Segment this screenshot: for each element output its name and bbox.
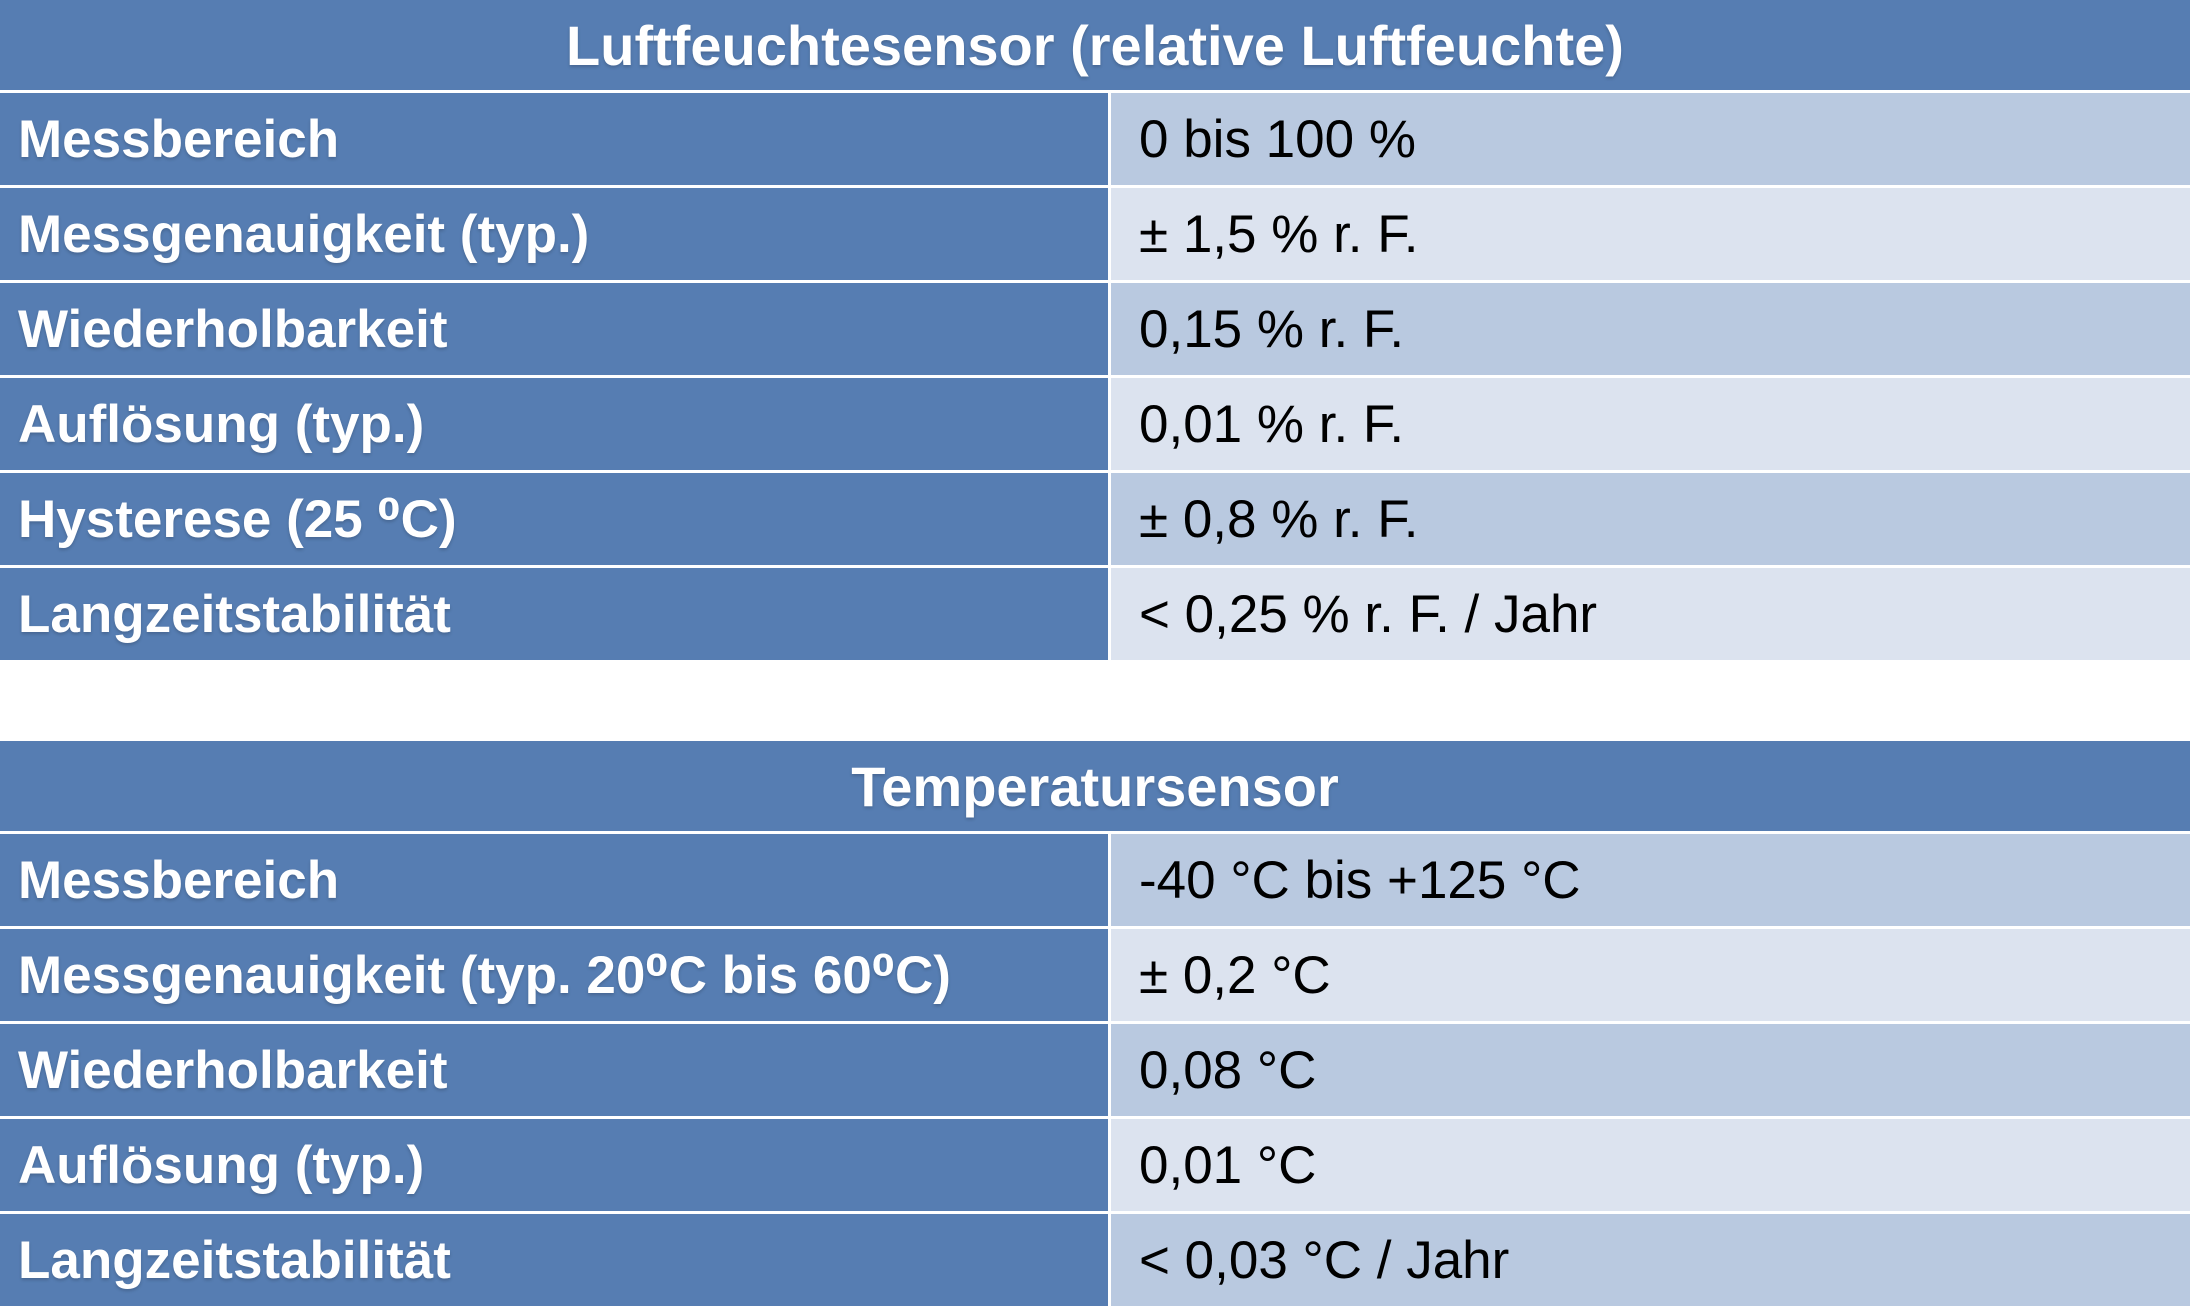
spec-value: -40 °C bis +125 °C <box>1111 834 2190 926</box>
table-gap <box>0 660 2190 741</box>
spec-value: 0 bis 100 % <box>1111 93 2190 185</box>
spec-value: 0,15 % r. F. <box>1111 283 2190 375</box>
spec-value: < 0,25 % r. F. / Jahr <box>1111 568 2190 660</box>
spec-value: ± 0,8 % r. F. <box>1111 473 2190 565</box>
spec-value: < 0,03 °C / Jahr <box>1111 1214 2190 1306</box>
temperature-sensor-table <box>0 741 2190 1306</box>
spec-value: 0,01 % r. F. <box>1111 378 2190 470</box>
spec-label: Wiederholbarkeit <box>0 1024 1108 1116</box>
spec-value: ± 0,2 °C <box>1111 929 2190 1021</box>
spec-value: ± 1,5 % r. F. <box>1111 188 2190 280</box>
spec-label: Auflösung (typ.) <box>0 1119 1108 1211</box>
spec-label: Langzeitstabilität <box>0 1214 1108 1306</box>
spec-value: 0,01 °C <box>1111 1119 2190 1211</box>
spec-label: Langzeitstabilität <box>0 568 1108 660</box>
spec-label: Messgenauigkeit (typ.) <box>0 188 1108 280</box>
spec-label: Messgenauigkeit (typ. 20⁰C bis 60⁰C) <box>0 929 1108 1021</box>
spec-label: Messbereich <box>0 93 1108 185</box>
spec-label: Auflösung (typ.) <box>0 378 1108 470</box>
spec-value: 0,08 °C <box>1111 1024 2190 1116</box>
spec-label: Wiederholbarkeit <box>0 283 1108 375</box>
spec-label: Hysterese (25 ⁰C) <box>0 473 1108 565</box>
temperature-table-title: Temperatursensor <box>0 741 2190 831</box>
humidity-table-title: Luftfeuchtesensor (relative Luftfeuchte) <box>0 0 2190 90</box>
spec-label: Messbereich <box>0 834 1108 926</box>
